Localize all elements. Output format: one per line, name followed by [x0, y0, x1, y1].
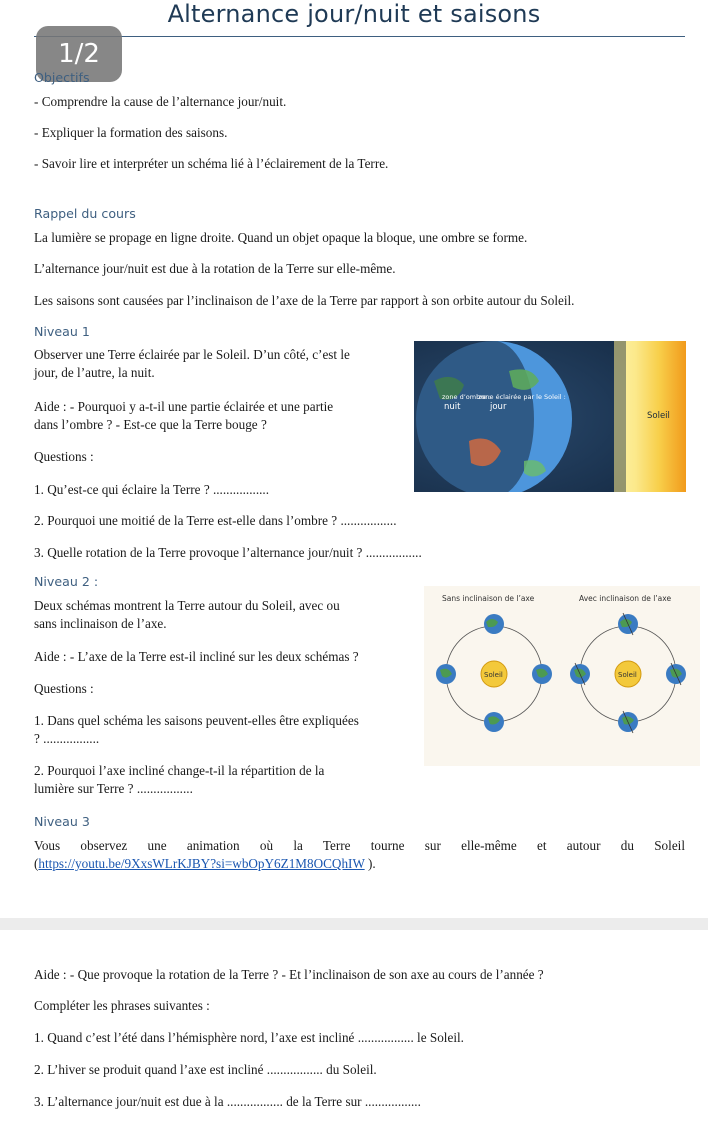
objectifs-heading: Objectifs: [34, 70, 90, 85]
label-zone-eclairee: zone éclairée par le Soleil :: [478, 393, 566, 401]
niveau2-question: lumière sur Terre ? .................: [34, 781, 193, 796]
niveau2-intro: Deux schémas montrent la Terre autour du Soleil, avec ou: [34, 598, 340, 613]
niveau2-intro: sans inclinaison de l’axe.: [34, 616, 167, 631]
niveau3-phrase: 3. L’alternance jour/nuit est due à la ................. de la Terre sur .................: [34, 1094, 421, 1109]
niveau2-question: ? .................: [34, 731, 100, 746]
youtube-link[interactable]: https://youtu.be/9XxsWLrKJBY?si=wbOpY6Z1M8OCQhIW: [38, 856, 365, 871]
rappel-paragraph: L’alternance jour/nuit est due à la rotation de la Terre sur elle-même.: [34, 261, 396, 276]
label-zone-ombre: zone d’ombre :: [442, 393, 491, 401]
niveau1-question: 2. Pourquoi une moitié de la Terre est-elle dans l’ombre ? .................: [34, 513, 397, 528]
left-sun-label: Soleil: [484, 671, 503, 679]
page-title: Alternance jour/nuit et saisons: [167, 0, 541, 28]
earth-globe: [416, 341, 572, 492]
title-divider: [34, 36, 685, 37]
niveau2-question: 1. Dans quel schéma les saisons peuvent-elles être expliquées: [34, 713, 359, 728]
niveau3-aide: Aide : - Que provoque la rotation de la Terre ? - Et l’inclinaison de son axe au cours de l’année ?: [34, 967, 544, 982]
objectif-item: - Savoir lire et interpréter un schéma lié à l’éclairement de la Terre.: [34, 156, 389, 171]
page-indicator: 1/2: [36, 26, 122, 82]
niveau1-aide: Aide : - Pourquoi y a-t-il une partie éclairée et une partie: [34, 399, 334, 414]
orbit-comparison-figure: [424, 586, 700, 766]
earth-day-night-figure: [414, 341, 686, 492]
label-soleil: Soleil: [647, 411, 670, 421]
objectif-item: - Comprendre la cause de l’alternance jour/nuit.: [34, 94, 287, 109]
niveau1-questions-label: Questions :: [34, 449, 94, 464]
niveau1-question: 3. Quelle rotation de la Terre provoque l’alternance jour/nuit ? .................: [34, 545, 422, 560]
rappel-paragraph: Les saisons sont causées par l’inclinaison de l’axe de la Terre par rapport à son orbite autour du Soleil.: [34, 293, 575, 308]
right-sun-label: Soleil: [618, 671, 637, 679]
niveau3-phrase: 1. Quand c’est l’été dans l’hémisphère nord, l’axe est incliné ................. le Soleil.: [34, 1030, 464, 1045]
objectif-item: - Expliquer la formation des saisons.: [34, 125, 228, 140]
niveau1-heading: Niveau 1: [34, 324, 90, 339]
niveau1-intro: jour, de l’autre, la nuit.: [34, 365, 155, 380]
label-jour: jour: [490, 402, 507, 412]
niveau1-aide: dans l’ombre ? - Est-ce que la Terre bouge ?: [34, 417, 267, 432]
niveau3-phrase: 2. L’hiver se produit quand l’axe est incliné ................. du Soleil.: [34, 1062, 377, 1077]
niveau1-question: 1. Qu’est-ce qui éclaire la Terre ? .................: [34, 482, 270, 497]
rappel-paragraph: La lumière se propage en ligne droite. Quand un objet opaque la bloque, une ombre se forme.: [34, 230, 528, 245]
niveau2-questions-label: Questions :: [34, 681, 94, 696]
rappel-heading: Rappel du cours: [34, 206, 136, 221]
niveau1-intro: Observer une Terre éclairée par le Soleil. D’un côté, c’est le: [34, 347, 350, 362]
niveau3-completer: Compléter les phrases suivantes :: [34, 998, 210, 1013]
niveau2-question: 2. Pourquoi l’axe incliné change-t-il la répartition de la: [34, 763, 325, 778]
right-figure-title: Avec inclinaison de l’axe: [579, 594, 672, 603]
niveau2-aide: Aide : - L’axe de la Terre est-il incliné sur les deux schémas ?: [34, 649, 359, 664]
left-figure-title: Sans inclinaison de l’axe: [442, 594, 535, 603]
label-nuit: nuit: [444, 402, 461, 412]
niveau2-heading: Niveau 2 :: [34, 574, 99, 589]
niveau3-heading: Niveau 3: [34, 814, 90, 829]
niveau3-intro: Vous observez une animation où la Terre tourne sur elle-même et autour du Soleil: [34, 838, 685, 853]
niveau3-link-line: (https://youtu.be/9XxsWLrKJBY?si=wbOpY6Z1M8OCQhIW ).: [34, 856, 376, 871]
section-separator: [0, 918, 708, 930]
